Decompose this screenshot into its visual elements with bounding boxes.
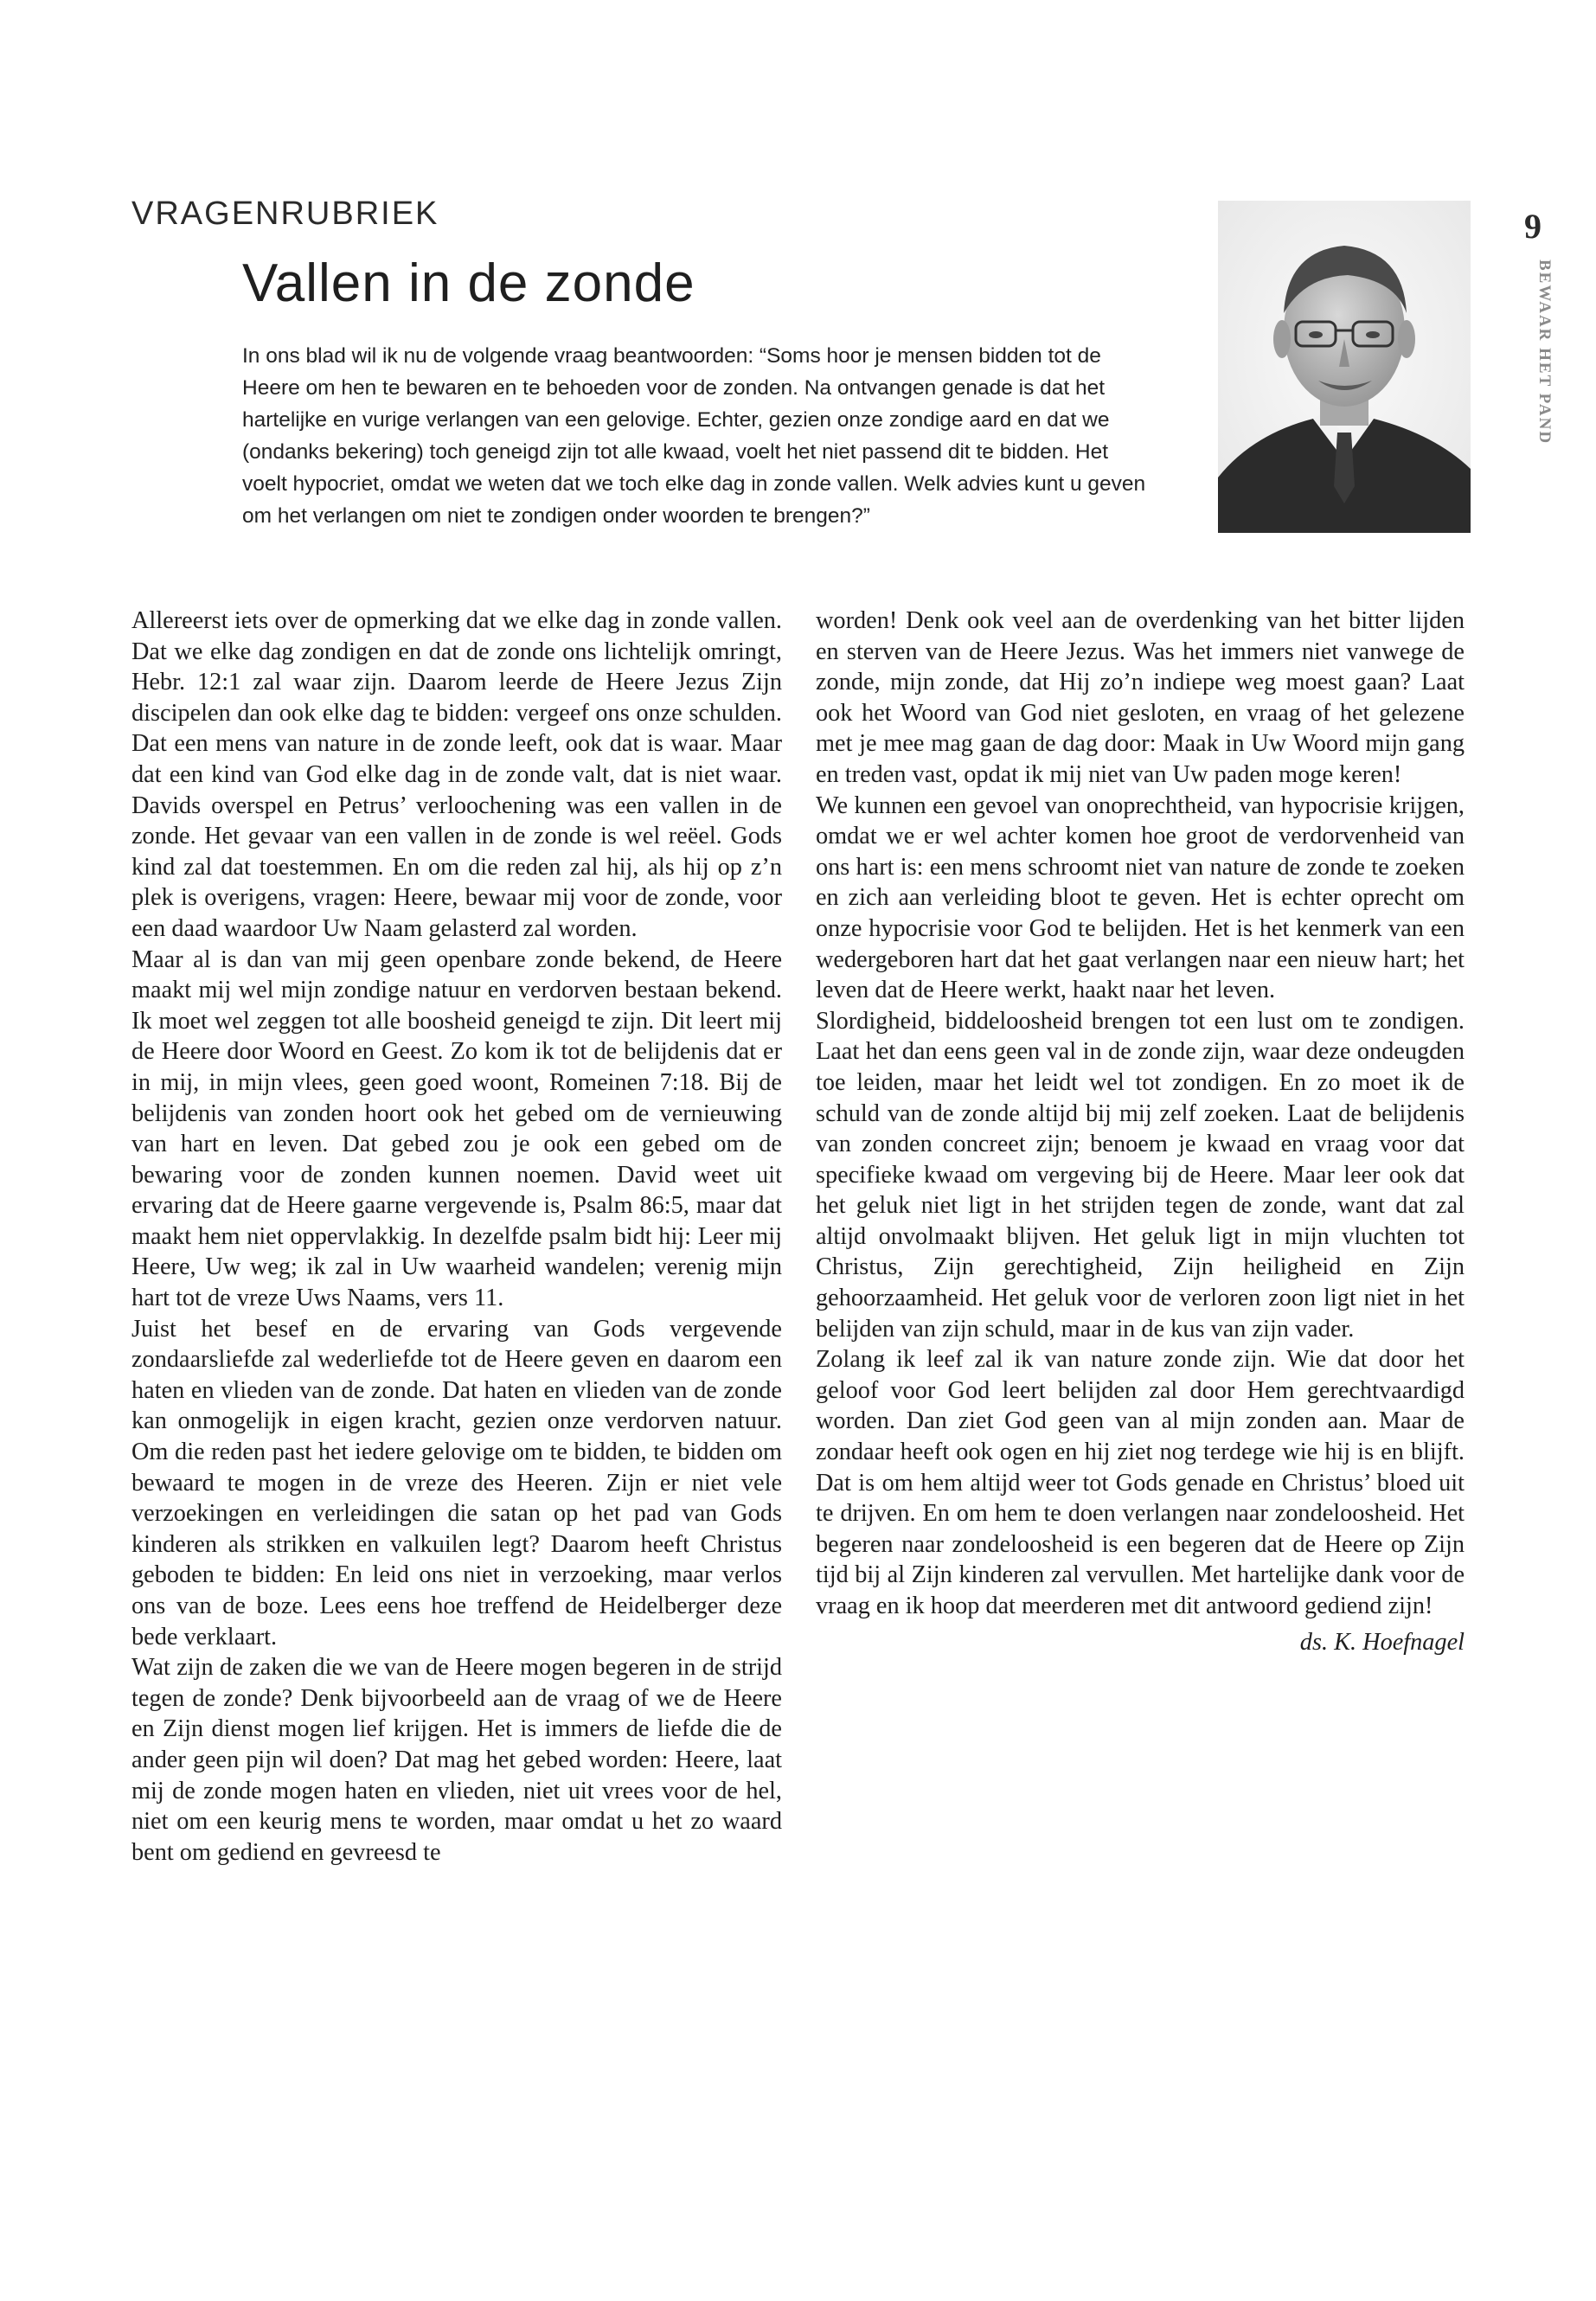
author-portrait	[1218, 201, 1471, 533]
body-column-right	[816, 606, 1465, 1657]
paragraph: Allereerst iets over de opmerking dat we elke dag in zonde vallen. Dat we elke dag zondigen en dat de zonde ons lichtelijk omringt, Hebr. 12:1 zal waar zijn. Daarom leerde de Heere Jezus Zijn discipelen dan ook elke dag te bidden: vergeef ons onze schulden. Dat een mens van nature in de zonde leeft, ook dat is waar. Maar dat een kind van God elke dag in de zonde valt, dat is niet waar. Davids overspel en Petrus’ verloochening was een vallen in de zonde. Het gevaar van een vallen in de zonde is wel reëel. Gods kind zal dat toestemmen. En om die reden zal hij, als hij op z’n plek is overigens, vragen: Heere, bewaar mij voor de zonde, voor een daad waardoor Uw Naam gelasterd zal worden.	[131, 607, 782, 942]
paragraph: worden! Denk ook veel aan de overdenking van het bitter lijden en sterven van de Heere Jezus. Was het immers niet vanwege de zonde, mijn zonde, dat Hij zo’n indiepe weg moest gaan? Laat ook het Woord van God niet gesloten, en vraag of het gelezene met je mee mag gaan de dag door: Maak in Uw Woord mijn gang en treden vast, opdat ik mij niet van Uw paden moge keren!	[816, 607, 1465, 788]
reader-question: In ons blad wil ik nu de volgende vraag beantwoorden: “Soms hoor je mensen bidden tot de Heere om hen te bewaren en te behoeden voor de zonden. Na ontvangen genade is dat het hartelijke en vurige verlangen van een gelovige. Echter, gezien onze zondige aard en dat we (ondanks bekering) toch geneigd zijn tot alle kwaad, voelt het niet passend dit te bidden. Het voelt hypocriet, omdat we weten dat we toch elke dag in zonde vallen. Welk advies kunt u geven om het verlangen om niet te zondigen onder woorden te brengen?”	[242, 344, 1146, 528]
running-head: BEWAAR HET PAND	[1535, 260, 1554, 445]
paragraph: We kunnen een gevoel van onoprechtheid, van hypocrisie krijgen, omdat we er wel achter komen hoe groot de verdorvenheid van ons hart is: een mens schroomt niet van nature de zonde te zoeken en zich aan verleiding bloot te geven. Het is echter oprecht om onze hypocrisie voor God te belijden. Het is het kenmerk van een wedergeboren hart dat het gaat verlangen naar een nieuw hart; het leven dat de Heere werkt, haakt naar het leven.	[816, 792, 1465, 1004]
paragraph: Juist het besef en de ervaring van Gods vergevende zondaarsliefde zal wederliefde tot de Heere geven en daarom een haten en vlieden van de zonde. Dat haten en vlieden van de zonde kan onmogelijk in eigen kracht, gezien onze verdorven natuur. Om die reden past het iedere gelovige om te bidden, te bidden om bewaard te mogen in de vreze des Heeren. Zijn er niet vele verzoekingen en verleidingen die satan op het pad van Gods kinderen als strikken en valkuilen legt? Daarom heeft Christus geboden te bidden: En leid ons niet in verzoeking, maar verlos ons van de boze. Lees eens hoe treffend de Heidelberger deze bede verklaart.	[131, 1315, 782, 1650]
page-number: 9	[1524, 207, 1542, 246]
section-label: VRAGENRUBRIEK	[131, 195, 439, 232]
article-title: Vallen in de zonde	[242, 253, 695, 313]
paragraph: Slordigheid, biddeloosheid brengen tot een lust om te zondigen. Laat het dan eens geen val in de zonde zijn, waar deze ondeugden toe leiden, maar het leidt wel tot zondigen. En zo moet ik de schuld van de zonde altijd bij mij zelf zoeken. Laat de belijdenis van zonden concreet zijn; benoem je kwaad en vraag voor dat specifieke kwaad om vergeving bij de Heere. Maar leer ook dat het geluk niet ligt in het strijden tegen de zonde, want dat zal altijd onvolmaakt blijven. Het geluk ligt in mijn vluchten tot Christus, Zijn gerechtigheid, Zijn heiligheid en Zijn gehoorzaamheid. Het geluk voor de verloren zoon ligt niet in het belijden van zijn schuld, maar in de kus van zijn vader.	[816, 1007, 1465, 1343]
paragraph: Zolang ik leef zal ik van nature zonde zijn. Wie dat door het geloof voor God leert belijden zal door Hem gerechtvaardigd worden. Dan ziet God geen van al mijn zonden aan. Maar de zondaar heeft ook ogen en hij ziet nog terdege wie hij is en blijft. Dat is om hem altijd weer tot Gods genade en Christus’ bloed uit te drijven. En om hem te doen verlangen naar zondeloosheid. Het begeren naar zondeloosheid is een begeren dat de Heere op Zijn tijd bij al Zijn kinderen zal vervullen. Met hartelijke dank voor de vraag en ik hoop dat meerderen met dit antwoord gediend zijn!	[816, 1346, 1465, 1619]
author-signature: ds. K. Hoefnagel	[1299, 1628, 1465, 1656]
paragraph: Wat zijn de zaken die we van de Heere mogen begeren in de strijd tegen de zonde? Denk bijvoorbeeld aan de vraag of we de Heere en Zijn dienst mogen lief krijgen. Het is immers de liefde die de ander geen pijn wil doen? Dat mag het gebed worden: Heere, laat mij de zonde mogen haten en vlieden, niet uit vrees voor de hel, niet om een keurig mens te worden, maar omdat u het zo waard bent om gediend en gevreesd te	[131, 1654, 782, 1866]
paragraph: Maar al is dan van mij geen openbare zonde bekend, de Heere maakt mij wel mijn zondige natuur en verdorven bestaan bekend. Ik moet wel zeggen tot alle boosheid geneigd te zijn. Dit leert mij de Heere door Woord en Geest. Zo kom ik tot de belijdenis dat er in mij, in mijn vlees, geen goed woont, Romeinen 7:18. Bij de belijdenis van zonden hoort ook het gebed om de vernieuwing van hart en leven. Dat gebed zou je ook een gebed om de bewaring voor de zonden kunnen noemen. David weet uit ervaring dat de Heere gaarne vergevende is, Psalm 86:5, maar dat maakt hem niet oppervlakkig. In dezelfde psalm bidt hij: Leer mij Heere, Uw weg; ik zal in Uw waarheid wandelen; verenig mijn hart tot de vreze Uws Naams, vers 11.	[131, 945, 782, 1312]
body-column-left	[131, 606, 782, 1868]
